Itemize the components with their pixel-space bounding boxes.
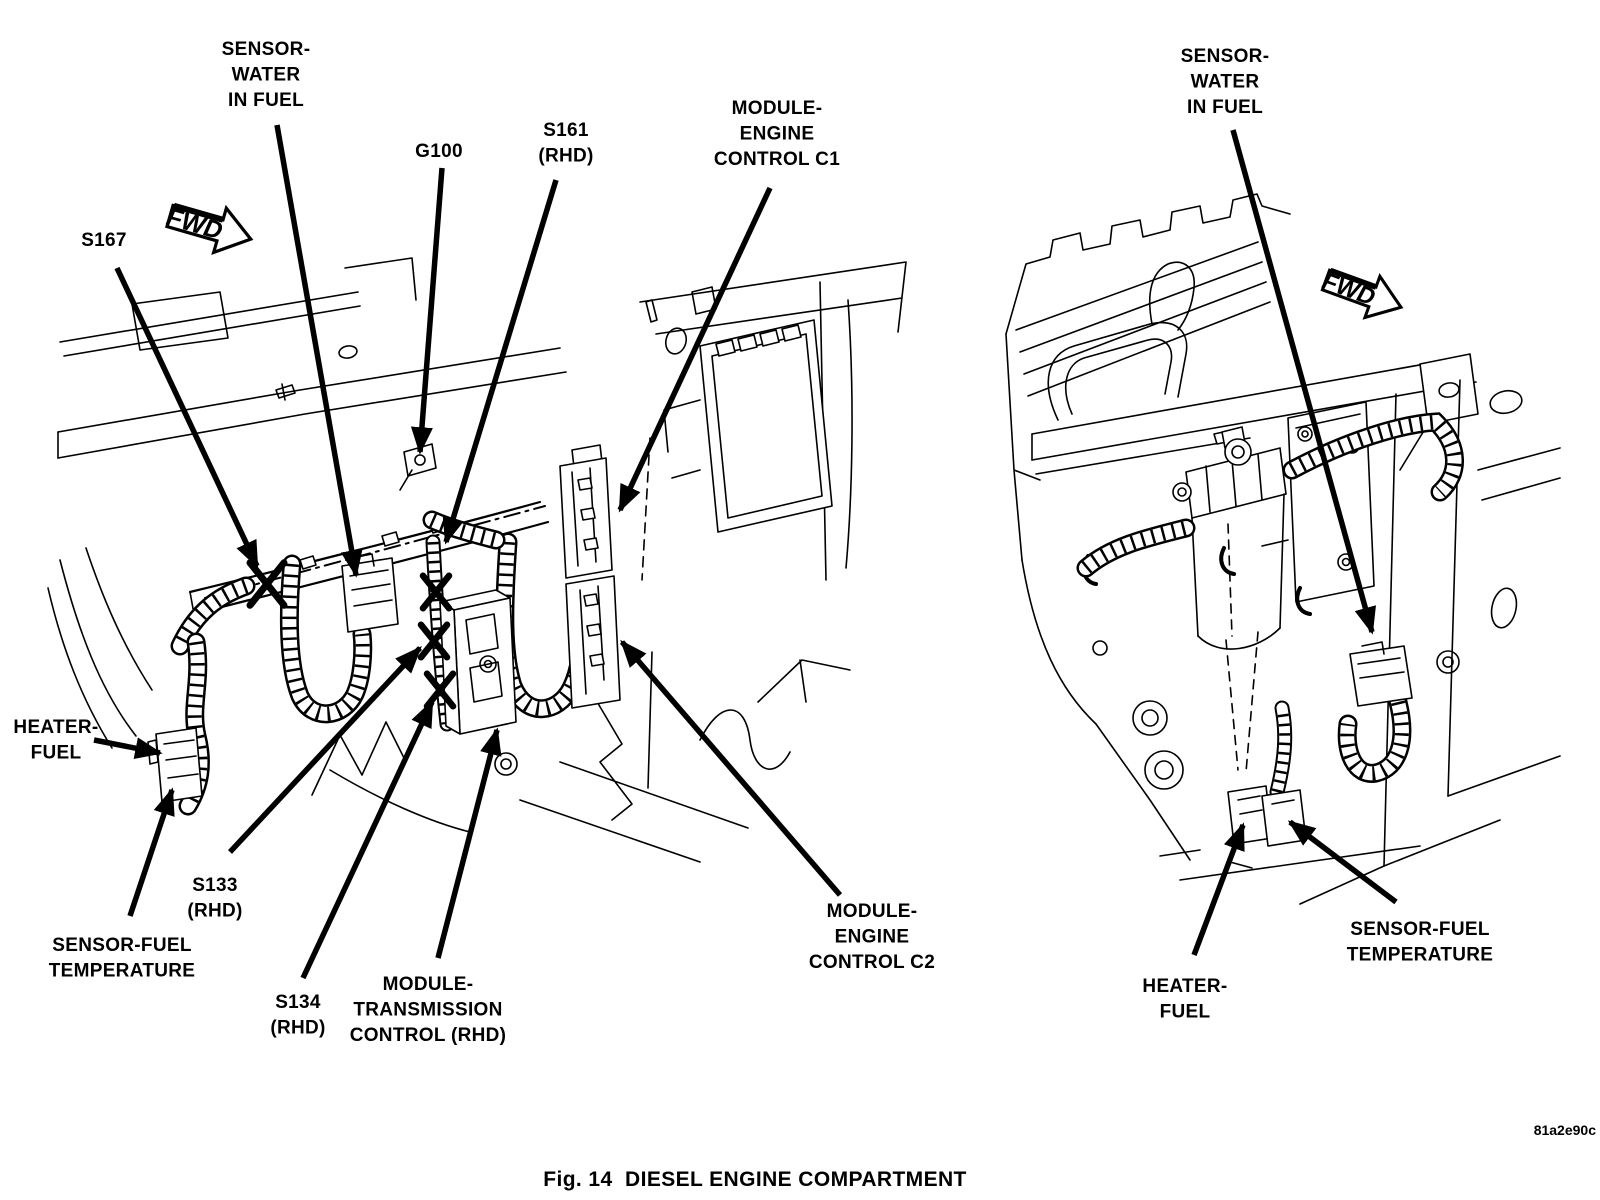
leader-line-sensor-water-left <box>277 125 356 575</box>
callout-module-engine-control-c2 <box>622 642 935 973</box>
callout-layer <box>13 39 1493 1046</box>
callout-label-s134: S134 (RHD) <box>270 992 326 1039</box>
leader-line-s134 <box>303 702 432 978</box>
callout-label-sensor-water-left: SENSOR-WATER IN FUEL <box>221 39 311 111</box>
leader-line-module-engine-control-c2 <box>622 642 840 895</box>
leader-line-s133 <box>230 648 420 852</box>
callout-module-transmission-control <box>350 730 507 1046</box>
callout-g100 <box>415 141 463 452</box>
callout-label-heater-fuel-left: HEATER-FUEL <box>13 717 99 764</box>
callout-label-s167: S167 <box>81 230 127 251</box>
callout-s167 <box>81 230 257 566</box>
callout-sensor-water-left <box>222 39 356 575</box>
figure-part-code: 81a2e90c <box>1533 1122 1596 1138</box>
callout-label-module-transmission-control: MODULE-TRANSMISSION CONTROL (RHD) <box>349 974 507 1046</box>
callout-label-module-engine-control-c1: MODULE-ENGINE CONTROL C1 <box>713 98 841 170</box>
callout-label-sensor-water-right: SENSOR-WATER IN FUEL <box>1180 46 1270 118</box>
fwd-arrow-right-label: FWD <box>1316 268 1381 311</box>
callout-heater-fuel-right <box>1142 825 1243 1023</box>
callout-label-g100: G100 <box>415 141 463 162</box>
callout-label-sensor-fuel-temp-left: SENSOR-FUEL TEMPERATURE <box>48 935 196 982</box>
fwd-arrow-left <box>159 193 257 262</box>
callout-label-module-engine-control-c2: MODULE-ENGINE CONTROL C2 <box>808 901 936 973</box>
leader-line-sensor-fuel-temp-left <box>130 790 172 916</box>
callout-label-sensor-fuel-temp-right: SENSOR-FUEL TEMPERATURE <box>1346 919 1494 966</box>
callout-heater-fuel-left <box>13 717 160 764</box>
leader-line-g100 <box>420 168 442 452</box>
callout-label-s133: S133 (RHD) <box>187 875 243 922</box>
fwd-arrow-right <box>1314 258 1408 328</box>
figure-caption: Fig. 14 DIESEL ENGINE COMPARTMENT <box>543 1168 967 1191</box>
callout-sensor-fuel-temp-left <box>49 790 196 982</box>
fwd-arrow-left-label: FWD <box>161 203 228 245</box>
leader-line-s161 <box>446 180 556 542</box>
leader-line-module-transmission-control <box>438 730 497 958</box>
callout-sensor-fuel-temp-right <box>1290 822 1493 966</box>
leader-line-heater-fuel-right <box>1194 825 1243 955</box>
callout-label-heater-fuel-right: HEATER-FUEL <box>1142 976 1228 1023</box>
callout-label-s161: S161 (RHD) <box>538 120 594 167</box>
